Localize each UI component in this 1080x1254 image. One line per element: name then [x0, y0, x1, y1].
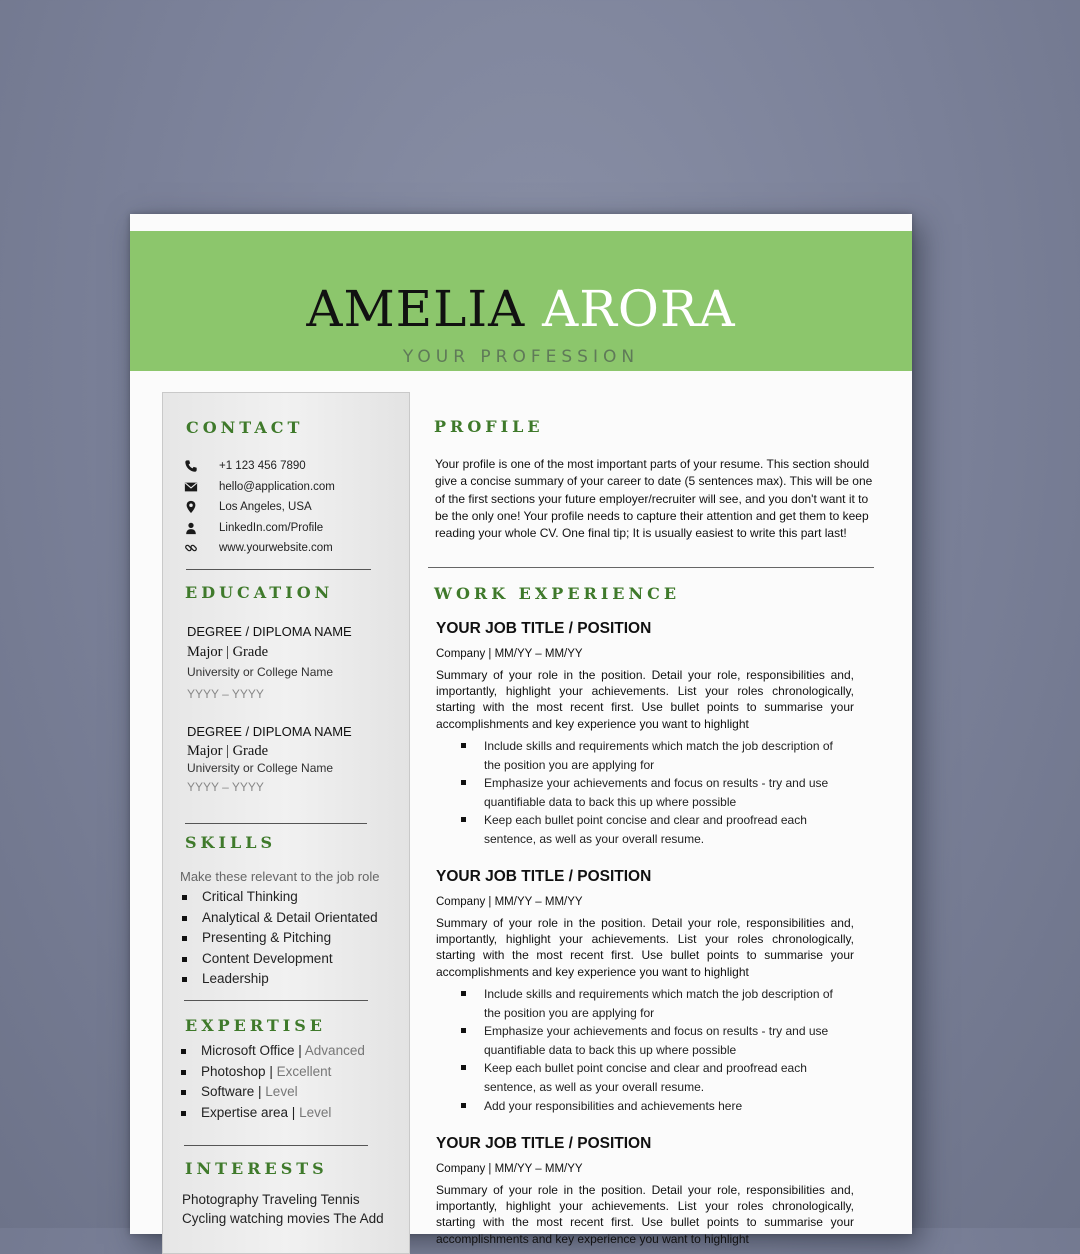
job-title-1: YOUR JOB TITLE / POSITION	[436, 620, 652, 637]
education-major-2: Major | Grade	[187, 743, 269, 759]
skill-item: Analytical & Detail Orientated	[180, 908, 378, 929]
expertise-level: Excellent	[276, 1063, 332, 1079]
expertise-name: Microsoft Office	[201, 1043, 295, 1058]
job-title-3: YOUR JOB TITLE / POSITION	[436, 1135, 652, 1152]
job-bullet: Emphasize your achievements and focus on results - try and use quantifiable data to back this up where possible	[460, 774, 840, 811]
contact-email-text: hello@application.com	[219, 481, 335, 493]
job-bullet: Include skills and requirements which match the job description of the position you are applying for	[460, 985, 840, 1022]
contact-linkedin-text: LinkedIn.com/Profile	[219, 522, 324, 534]
job-meta-3: Company | MM/YY – MM/YY	[436, 1163, 583, 1175]
expertise-item: Expertise area | Level	[179, 1103, 365, 1124]
expertise-name: Software	[201, 1084, 255, 1099]
education-degree-1: DEGREE / DIPLOMA NAME	[187, 624, 352, 639]
education-years-2: YYYY – YYYY	[187, 780, 264, 794]
expertise-level: Advanced	[304, 1043, 365, 1058]
skills-heading: SKILLS	[185, 833, 276, 852]
contact-email	[184, 478, 335, 496]
job-title-2: YOUR JOB TITLE / POSITION	[436, 868, 652, 885]
job-summary-2: Summary of your role in the position. Detail your role, responsibilities and, importantly, highlight your achievements. List your roles chronologically, starting with the most recent first. Use bullet points to summarise your accomplishments and key experience you want to highlight	[436, 916, 854, 979]
profile-text: Your profile is one of the most important parts of your resume. This section should give a concise summary of your career to date (5 sentences max). This will be one of the first sections your future employer/recruiter will see, and you don't want it to be the only one! Your profile needs to capture their attention and get them to keep reading your whole CV. One final tip; It is usually easiest to write this part last!	[435, 457, 873, 541]
contact-phone-text: +1 123 456 7890	[219, 460, 306, 472]
phone-icon	[184, 459, 198, 473]
divider	[185, 823, 367, 824]
profile-heading: PROFILE	[434, 417, 544, 436]
profession-subtitle: YOUR PROFESSION	[402, 347, 640, 367]
interests-text: Photography Traveling Tennis Cycling watching movies The Add	[182, 1192, 384, 1226]
expertise-heading: EXPERTISE	[185, 1016, 326, 1035]
contact-location-text: Los Angeles, USA	[219, 501, 312, 513]
contact-linkedin	[184, 519, 324, 537]
candidate-name	[130, 279, 912, 339]
education-heading: EDUCATION	[185, 583, 334, 602]
expertise-level: Level	[299, 1104, 332, 1120]
resume-page	[130, 214, 912, 1246]
job-meta-2: Company | MM/YY – MM/YY	[436, 896, 583, 908]
header-banner	[130, 231, 912, 371]
envelope-icon	[184, 480, 198, 494]
expertise-level: Level	[265, 1084, 298, 1099]
expertise-name: Expertise area	[201, 1104, 289, 1120]
first-name: AMELIA	[306, 280, 526, 338]
contact-location	[184, 498, 312, 516]
work-experience-heading: WORK EXPERIENCE	[434, 584, 681, 603]
skills-note: Make these relevant to the job role	[180, 869, 380, 884]
skill-item: Leadership	[180, 969, 378, 990]
job-bullet: Add your responsibilities and achievements here	[460, 1097, 840, 1116]
person-icon	[184, 521, 198, 535]
skill-item: Content Development	[180, 949, 378, 970]
expertise-list	[179, 1041, 365, 1123]
education-degree-2: DEGREE / DIPLOMA NAME	[187, 724, 352, 739]
skill-item: Presenting & Pitching	[180, 928, 378, 949]
job-bullet: Include skills and requirements which match the job description of the position you are applying for	[460, 737, 840, 774]
job-bullet: Emphasize your achievements and focus on results - try and use quantifiable data to back this up where possible	[460, 1022, 840, 1059]
divider	[428, 567, 874, 568]
contact-website	[184, 539, 333, 557]
contact-phone	[184, 457, 306, 475]
link-icon	[184, 541, 198, 555]
job-bullet: Keep each bullet point concise and clear and proofread each sentence, as well as your overall resume.	[460, 1059, 840, 1096]
job-summary-3: Summary of your role in the position. Detail your role, responsibilities and, importantly, highlight your achievements. List your roles chronologically, starting with the most recent first. Use bullet points to summarise your accomplishments and key experience you want to highlight	[436, 1183, 854, 1246]
sidebar	[162, 392, 410, 1254]
skill-item: Critical Thinking	[180, 887, 378, 908]
contact-website-text: www.yourwebsite.com	[219, 542, 333, 554]
job-bullet: Keep each bullet point concise and clear and proofread each sentence, as well as your overall resume.	[460, 811, 840, 848]
job-meta-1: Company | MM/YY – MM/YY	[436, 648, 583, 660]
divider	[184, 1145, 368, 1146]
job-summary-1: Summary of your role in the position. Detail your role, responsibilities and, importantly, highlight your achievements. List your roles chronologically, starting with the most recent first. Use bullet points to summarise your accomplishments and key experience you want to highlight	[436, 668, 854, 731]
last-name: ARORA	[542, 280, 736, 338]
expertise-item: Software | Level	[179, 1082, 365, 1103]
divider	[186, 569, 371, 570]
location-pin-icon	[184, 500, 198, 514]
interests-heading: INTERESTS	[185, 1159, 328, 1178]
education-university-1: University or College Name	[187, 665, 334, 679]
education-major-1: Major | Grade	[187, 644, 269, 660]
contact-heading: CONTACT	[186, 418, 304, 437]
expertise-item: Photoshop | Excellent	[179, 1062, 365, 1083]
divider	[184, 1000, 368, 1001]
job-bullets-1	[460, 737, 840, 849]
job-bullets-2	[460, 985, 840, 1115]
education-university-2: University or College Name	[187, 761, 334, 775]
expertise-name: Photoshop	[201, 1063, 266, 1079]
expertise-item: Microsoft Office | Advanced	[179, 1041, 365, 1062]
education-years-1: YYYY – YYYY	[187, 687, 264, 701]
skills-list	[180, 887, 378, 990]
